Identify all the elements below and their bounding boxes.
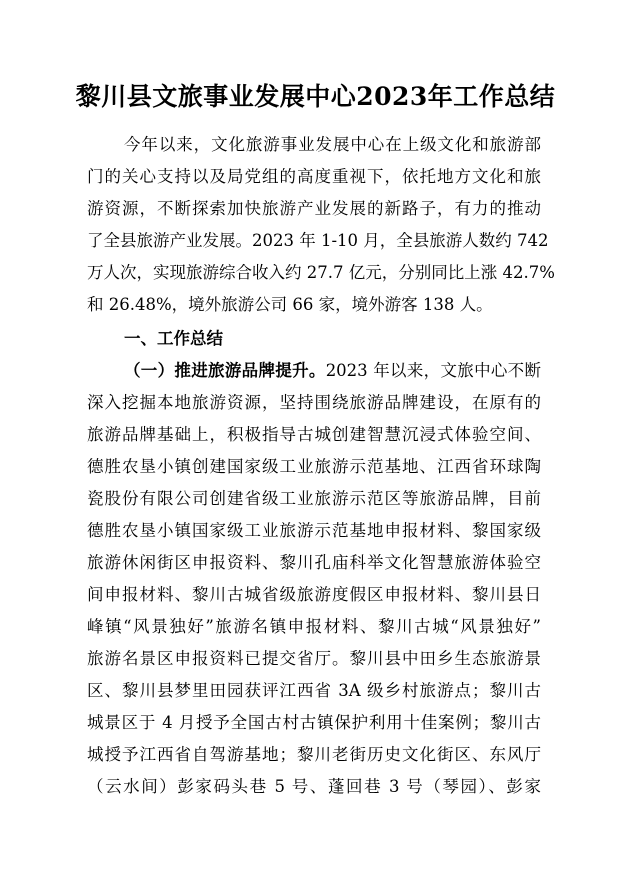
paragraph-line: 城景区于 4 月授予全国古村古镇保护利用十佳案例；黎川古 [87, 713, 541, 732]
paragraph-line: 城授予江西省自驾游基地；黎川老街历史文化街区、东风厅 [87, 745, 541, 764]
section-heading: 一、工作总结 [124, 329, 223, 348]
paragraph-line: 万人次，实现旅游综合收入约 27.7 亿元，分别同比上涨 42.7% [87, 263, 555, 282]
paragraph-line: 今年以来，文化旅游事业发展中心在上级文化和旅游部 [124, 135, 541, 154]
document-title: 黎川县文旅事业发展中心2023年工作总结 [75, 82, 556, 111]
paragraph-line: 瓷股份有限公司创建省级工业旅游示范区等旅游品牌，目前 [87, 489, 541, 508]
paragraph-line: 旅游名景区申报资料已提交省厅。黎川县中田乡生态旅游景 [87, 649, 541, 668]
paragraph-line: 德胜农垦小镇国家级工业旅游示范基地申报材料、黎国家级 [87, 521, 541, 540]
paragraph-line: 了全县旅游产业发展。2023 年 1-10 月，全县旅游人数约 742 [87, 231, 549, 250]
paragraph-line: 深入挖掘本地旅游资源，坚持围绕旅游品牌建设，在原有的 [87, 393, 541, 412]
subsection-first-line-text: 2023 年以来，文旅中心不断 [325, 361, 541, 380]
subsection-heading: （一）推进旅游品牌提升。 [124, 361, 326, 380]
paragraph-line: 峰镇“风景独好”旅游名镇申报材料、黎川古城“风景独好” [87, 617, 541, 636]
paragraph-line: 旅游休闲街区申报资料、黎川孔庙科举文化智慧旅游体验空 [87, 553, 541, 572]
paragraph-line: （云水间）彭家码头巷 5 号、蓬回巷 3 号（琴园）、彭家 [87, 777, 541, 796]
paragraph-line: 德胜农垦小镇创建国家级工业旅游示范基地、江西省环球陶 [87, 457, 541, 476]
paragraph-line: 门的关心支持以及局党组的高度重视下，依托地方文化和旅 [87, 167, 541, 186]
subsection-first-line [124, 356, 541, 386]
paragraph-line: 旅游品牌基础上，积极指导古城创建智慧沉浸式体验空间、 [87, 425, 541, 444]
paragraph-line: 区、黎川县梦里田园获评江西省 3A 级乡村旅游点；黎川古 [87, 681, 541, 700]
paragraph-line: 间申报材料、黎川古城省级旅游度假区申报材料、黎川县日 [87, 585, 541, 604]
paragraph-line: 游资源，不断探索加快旅游产业发展的新路子，有力的推动 [87, 199, 541, 218]
paragraph-line: 和 26.48%，境外旅游公司 66 家，境外游客 138 人。 [87, 295, 493, 314]
